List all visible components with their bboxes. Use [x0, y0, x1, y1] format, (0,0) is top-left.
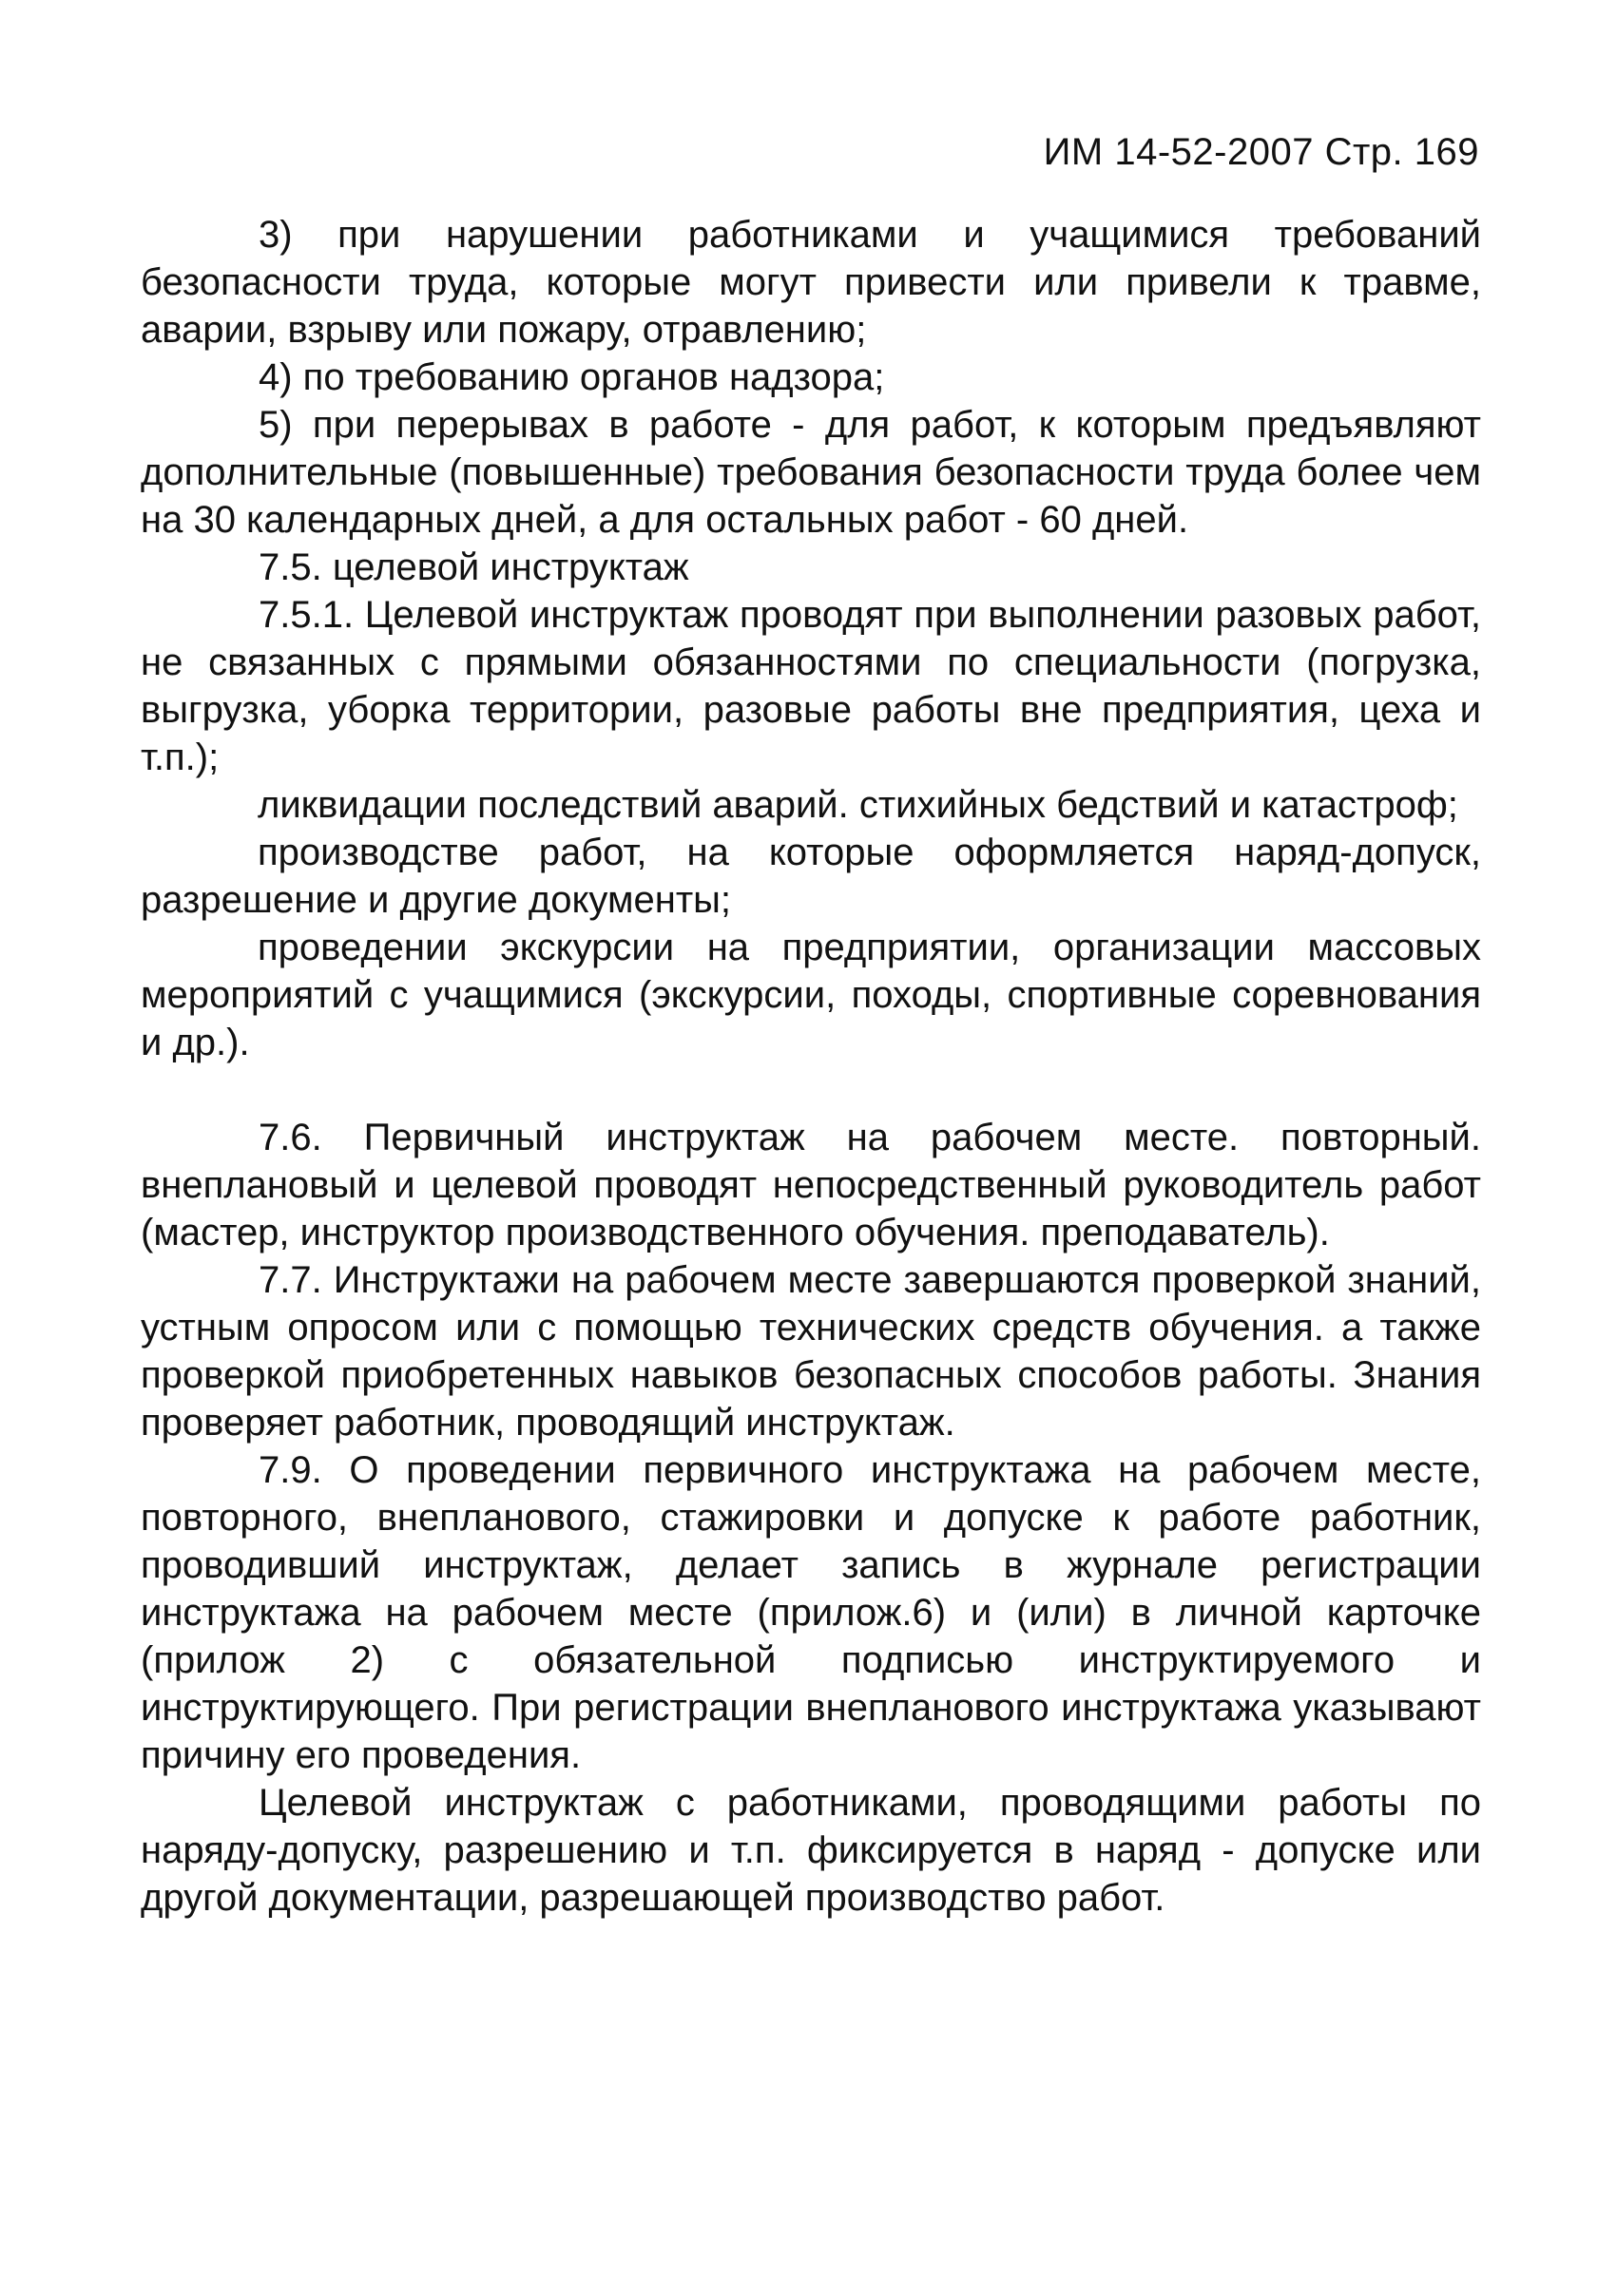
page-header: ИМ 14-52-2007 Стр. 169	[1043, 131, 1479, 173]
paragraph-production-works: производстве работ, на которые оформляется наряд-допуск, разрешение и другие документы;	[141, 832, 1481, 921]
paragraph-item-5: 5) при перерывах в работе - для работ, к которым предъявляют дополнительные (повышенные) требования безопасности труда более чем на 30 календарных дней, а для остальных работ - 60 дней.	[141, 404, 1481, 541]
paragraph-7-6: 7.6. Первичный инструктаж на рабочем месте. повторный. внеплановый и целевой проводят непосредственный руководитель работ (мастер, инструктор производственного обучения. преподаватель).	[141, 1117, 1481, 1253]
paragraph-target-briefing-record: Целевой инструктаж с работниками, проводящими работы по наряду-допуску, разрешению и т.п. фиксируется в наряд - допуске или другой документации, разрешающей производство работ.	[141, 1782, 1481, 1919]
section-heading-7-5: 7.5. целевой инструктаж	[259, 546, 689, 588]
document-body	[141, 211, 1481, 1922]
paragraph-7-7: 7.7. Инструктажи на рабочем месте завершаются проверкой знаний, устным опросом или с помощью технических средств обучения. а также проверкой приобретенных навыков безопасных способов работы. Знания проверяет работник, проводящий инструктаж.	[141, 1259, 1481, 1444]
paragraph-7-5-1: 7.5.1. Целевой инструктаж проводят при выполнении разовых работ, не связанных с прямыми обязанностями по специальности (погрузка, выгрузка, уборка территории, разовые работы вне предприятия, цеха и т.п.);	[141, 594, 1481, 778]
paragraph-excursions: проведении экскурсии на предприятии, организации массовых мероприятий с учащимися (экскурсии, походы, спортивные соревнования и др.).	[141, 927, 1481, 1063]
blank-line	[141, 1066, 1481, 1114]
paragraph-liquidation: ликвидации последствий аварий. стихийных бедствий и катастроф;	[258, 784, 1458, 826]
paragraph-item-4: 4) по требованию органов надзора;	[259, 356, 885, 398]
paragraph-7-9: 7.9. О проведении первичного инструктажа на рабочем месте, повторного, внепланового, стажировки и допуске к работе работник, проводивший инструктаж, делает запись в журнале регистрации инструктажа на рабочем месте (прилож.6) и (или) в личной карточке (прилож 2) с обязательной подписью инструктируемого и инструктирующего. При регистрации внепланового инструктажа указывают причину его проведения.	[141, 1449, 1481, 1776]
paragraph-item-3: 3) при нарушении работниками и учащимися требований безопасности труда, которые могут привести или привели к травме, аварии, взрыву или пожару, отравлению;	[141, 214, 1481, 351]
